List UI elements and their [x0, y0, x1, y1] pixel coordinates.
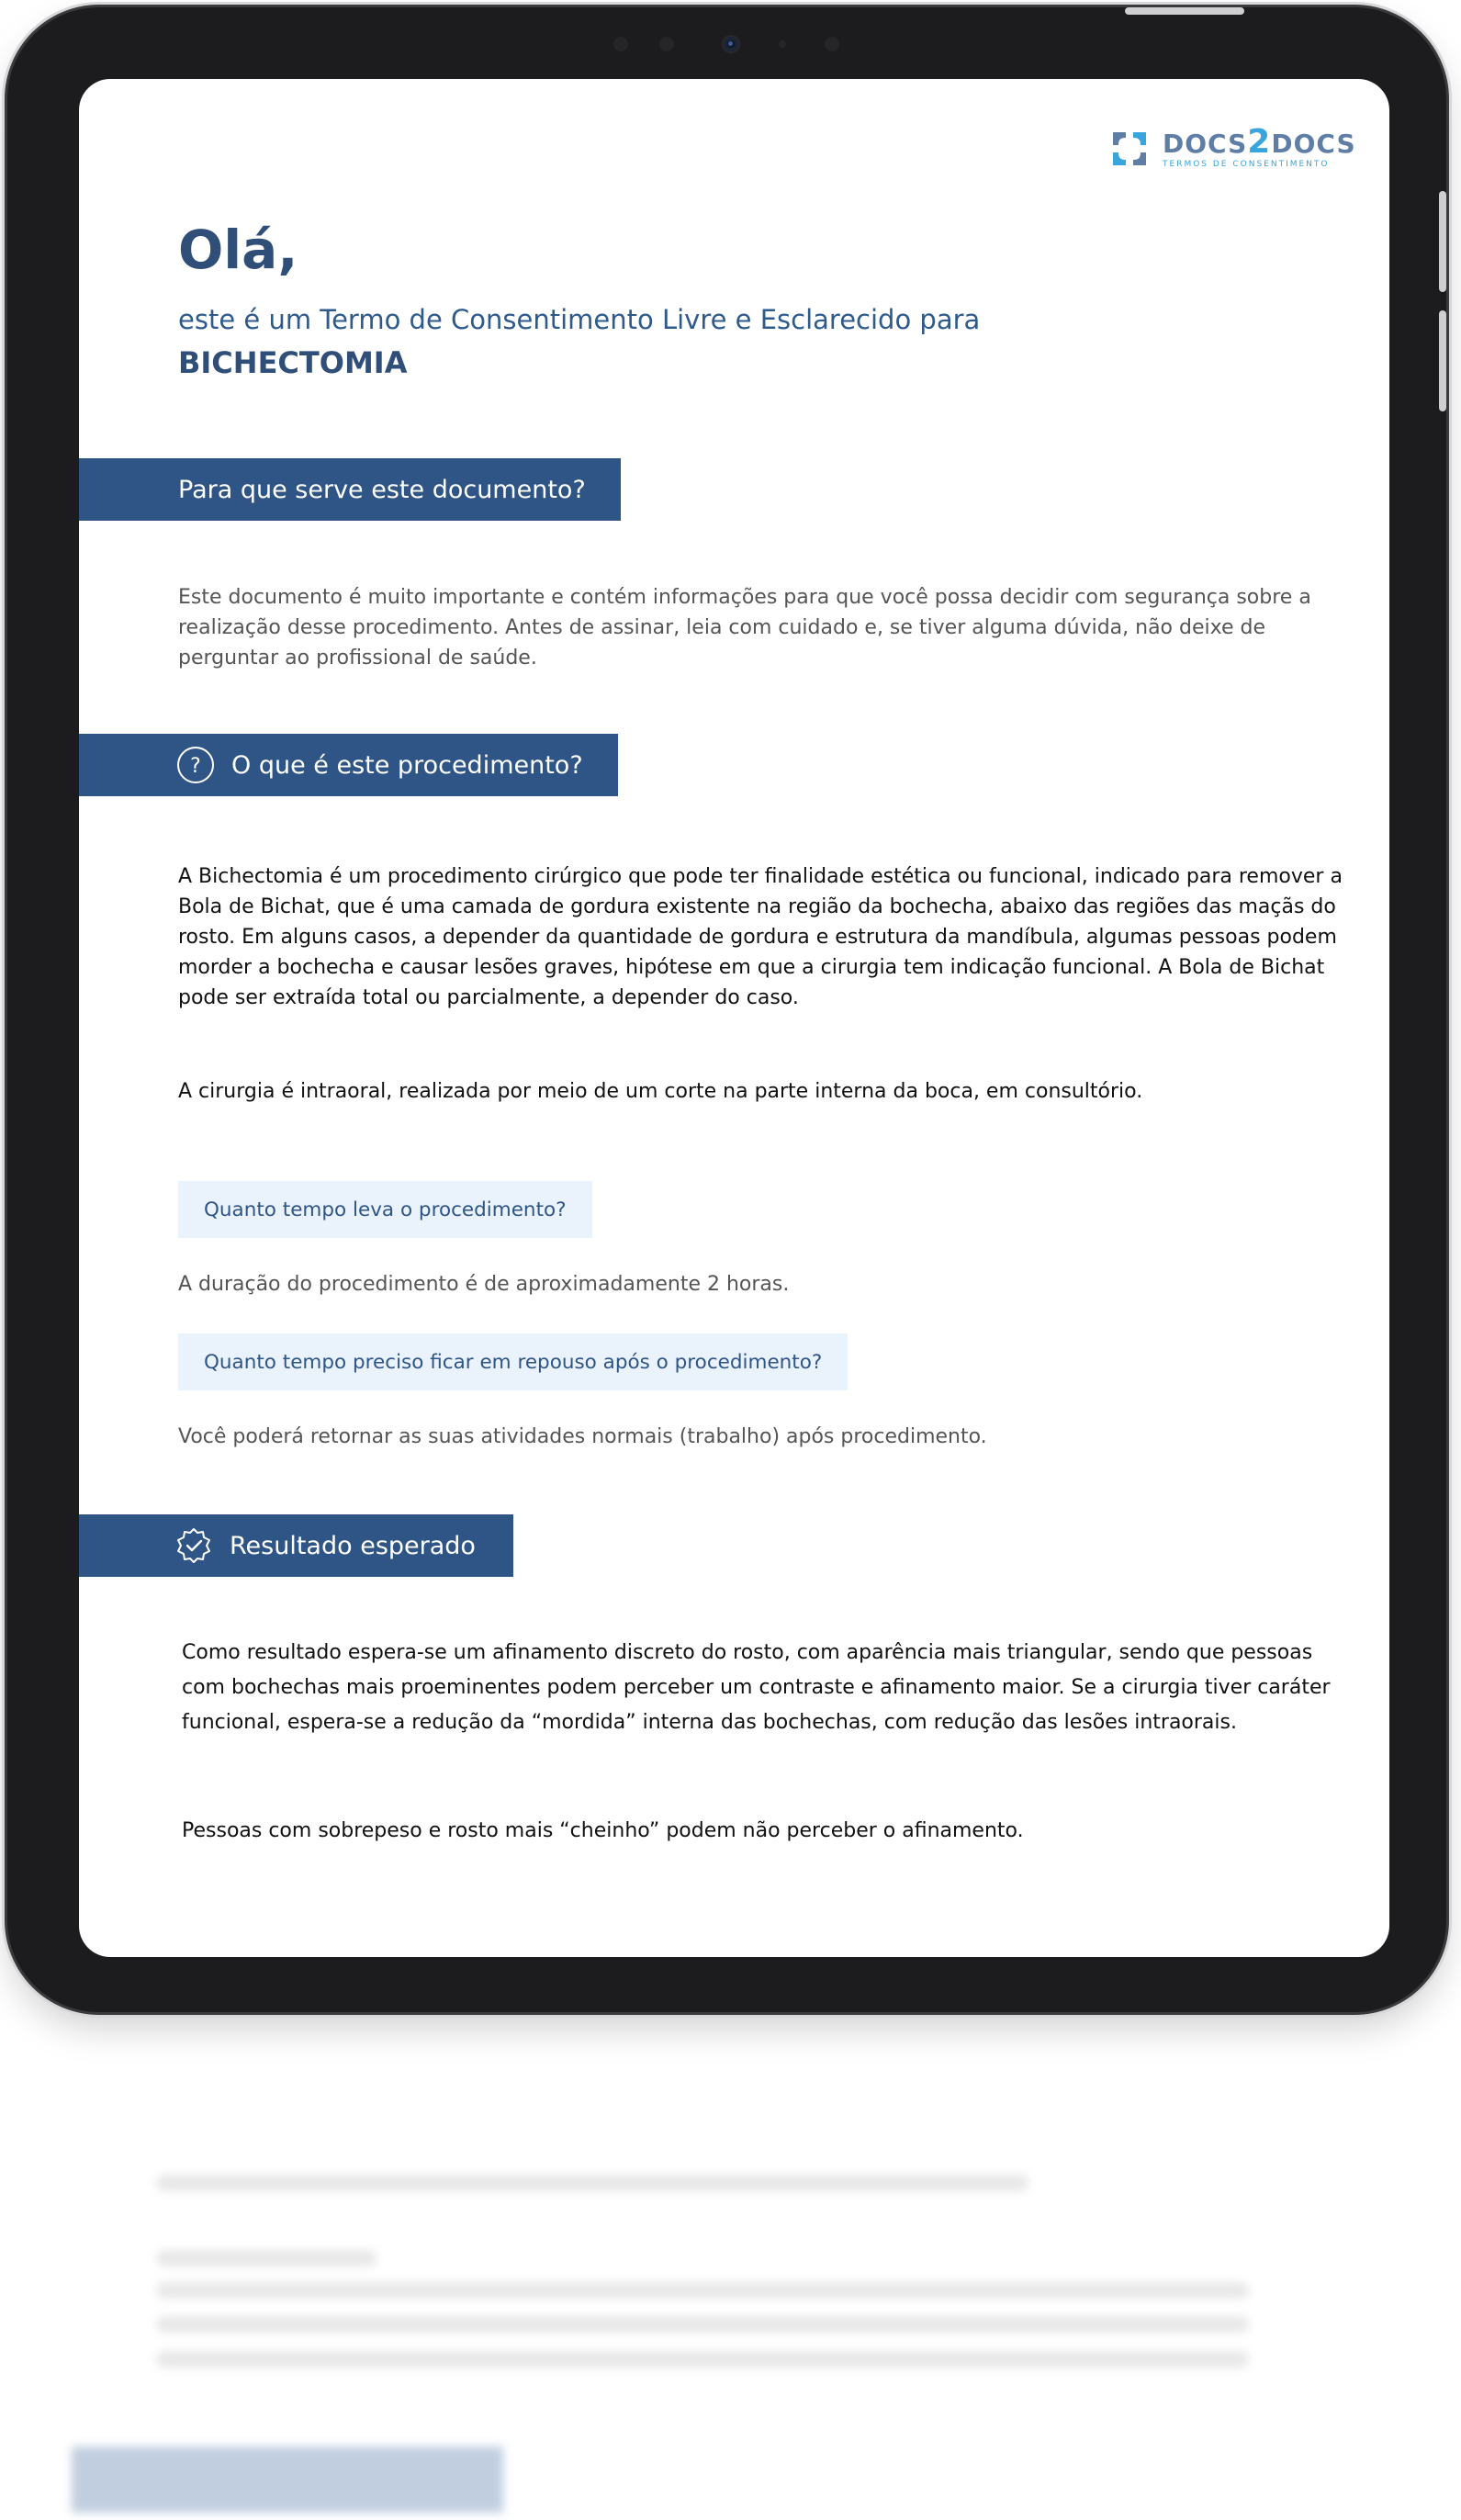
- blurred-document-continuation: [0, 2076, 1461, 2520]
- badge-check-icon: [174, 1526, 213, 1565]
- section-title: Para que serve este documento?: [178, 475, 586, 504]
- sensor-icon: [659, 37, 674, 51]
- section-title: O que é este procedimento?: [231, 750, 583, 780]
- camera-icon: [724, 37, 738, 51]
- brand-name: DOCS2DOCS: [1163, 123, 1356, 161]
- blurred-text-line: [156, 2282, 1249, 2299]
- blurred-text-line: [156, 2316, 1249, 2333]
- cross-logo-icon: [1107, 127, 1152, 171]
- svg-text:?: ?: [190, 755, 201, 778]
- result-paragraph-1: Como resultado espera-se um afinamento discreto do rosto, com aparência mais triangular, sendo que pessoas com bochechas mais proeminentes podem perceber um contraste e afinamento maior. Se a cirurgia tiver caráter funcional, espera-se a redução da “mordida” interna das bochechas, com redução das lesões intraorais.: [182, 1641, 1331, 1734]
- question-circle-icon: [176, 746, 215, 784]
- brand-logo: [1107, 123, 1356, 171]
- intro-text: este é um Termo de Consentimento Livre e Esclarecido para: [178, 304, 981, 335]
- greeting-heading: Olá,: [178, 219, 298, 281]
- faq-question-rest: Quanto tempo preciso ficar em repouso após o procedimento?: [178, 1333, 848, 1390]
- blurred-text-line: [156, 2250, 376, 2267]
- brand-subtitle: TERMOS DE CONSENTIMENTO: [1163, 160, 1330, 169]
- sensor-icon: [825, 37, 839, 51]
- what-is-paragraph-1: A Bichectomia é um procedimento cirúrgico que pode ter finalidade estética ou funcional, indicado para remover a Bola de Bichat, que é uma camada de gordura existente na região da bochecha, abaixo das regiões das maçãs do rosto. Em alguns casos, a depender da quantidade de gordura e estrutura da mandíbula, algumas pessoas podem morder a bochecha e causar lesões graves, hipótese em que a cirurgia tem indicação funcional. A Bola de Bichat pode ser extraída total ou parcialmente, a depender do caso.: [178, 865, 1343, 1009]
- tablet-frame: [7, 7, 1446, 2012]
- faq-answer-rest: Você poderá retornar as suas atividades normais (trabalho) após procedimento.: [178, 1425, 987, 1448]
- power-button: [1125, 7, 1244, 15]
- sensor-icon: [779, 40, 786, 48]
- blurred-section-header: [72, 2447, 503, 2513]
- result-paragraph-2: Pessoas com sobrepeso e rosto mais “cheinho” podem não perceber o afinamento.: [182, 1819, 1024, 1842]
- faq-question-duration: Quanto tempo leva o procedimento?: [178, 1181, 592, 1238]
- sensor-icon: [613, 37, 628, 51]
- volume-up-button: [1439, 191, 1446, 292]
- blurred-text-line: [156, 2351, 1249, 2368]
- section-header-what-is: [79, 734, 618, 796]
- camera-bar: [595, 26, 871, 62]
- volume-down-button: [1439, 310, 1446, 411]
- section-title: Resultado esperado: [230, 1531, 476, 1560]
- document-screen[interactable]: [79, 79, 1389, 1957]
- faq-answer-duration: A duração do procedimento é de aproximadamente 2 horas.: [178, 1273, 790, 1296]
- what-is-paragraph-2: A cirurgia é intraoral, realizada por meio de um corte na parte interna da boca, em consultório.: [178, 1080, 1143, 1103]
- purpose-paragraph: Este documento é muito importante e contém informações para que você possa decidir com segurança sobre a realização desse procedimento. Antes de assinar, leia com cuidado e, se tiver alguma dúvida, não deixe de perguntar ao profissional de saúde.: [178, 586, 1311, 669]
- blurred-text-line: [156, 2175, 1028, 2191]
- section-header-result: [79, 1514, 513, 1577]
- section-header-purpose: [79, 458, 621, 521]
- procedure-name: BICHECTOMIA: [178, 345, 408, 380]
